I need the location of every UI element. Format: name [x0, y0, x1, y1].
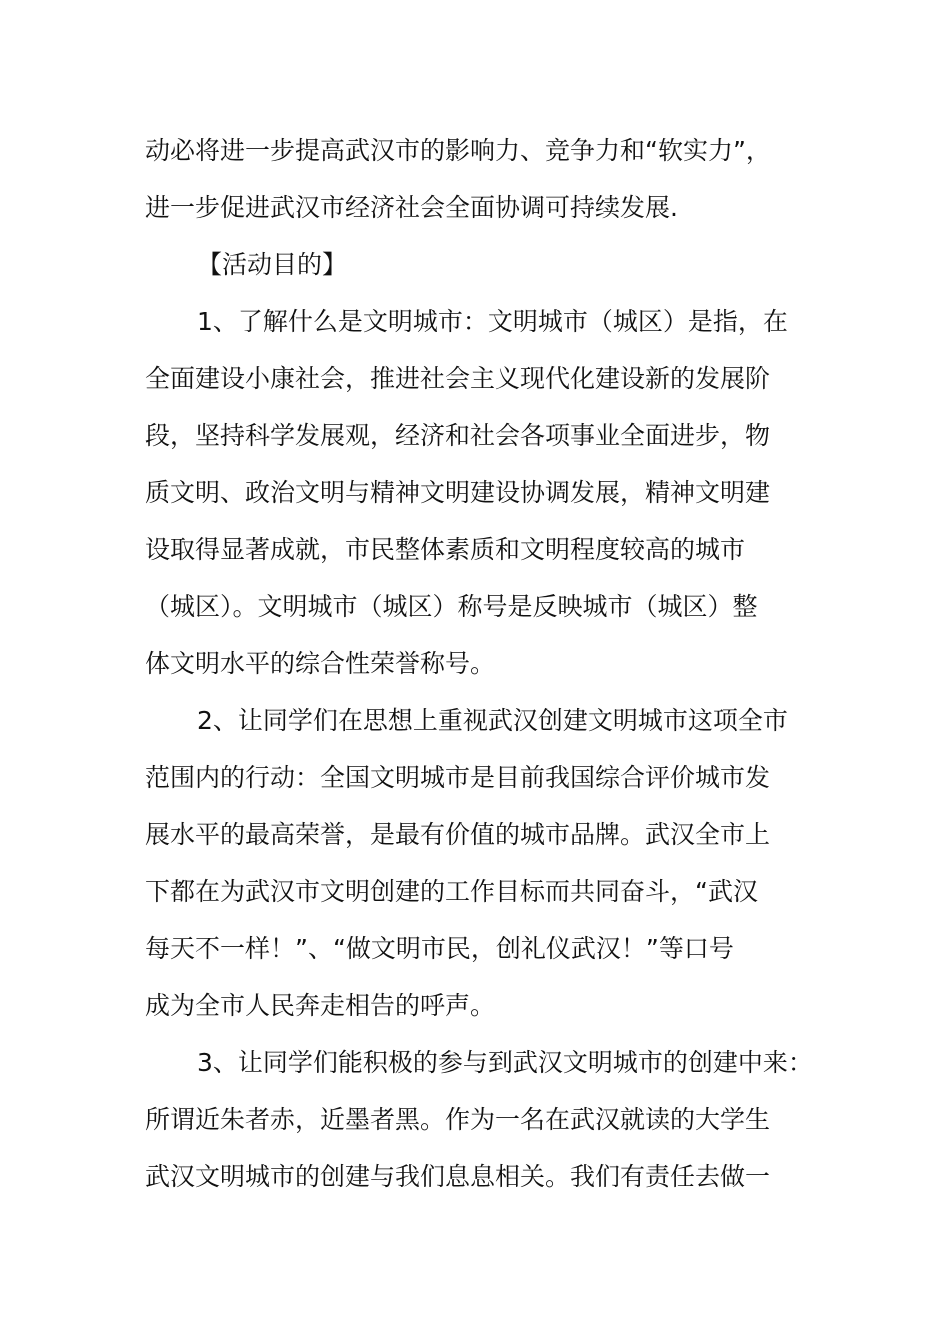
- text-line: 3、让同学们能积极的参与到武汉文明城市的创建中来：: [197, 1048, 813, 1077]
- text-line: 动必将进一步提高武汉市的影响力、竞争力和“软实力”，: [145, 136, 771, 165]
- text-line: 2、让同学们在思想上重视武汉创建文明城市这项全市: [197, 706, 788, 735]
- text-line: 进一步促进武汉市经济社会全面协调可持续发展.: [145, 193, 678, 222]
- text-line: 全面建设小康社会，推进社会主义现代化建设新的发展阶: [145, 364, 771, 393]
- text-line: 成为全市人民奔走相告的呼声。: [145, 991, 496, 1020]
- section-heading: 【活动目的】: [197, 250, 348, 279]
- text-line: 1、了解什么是文明城市：文明城市（城区）是指，在: [197, 307, 788, 336]
- text-line: 展水平的最高荣誉，是最有价值的城市品牌。武汉全市上: [145, 820, 771, 849]
- text-line: 每天不一样！”、“做文明市民，创礼仪武汉！”等口号: [145, 934, 734, 963]
- text-line: 所谓近朱者赤，近墨者黑。作为一名在武汉就读的大学生: [145, 1105, 771, 1134]
- text-line: （城区）。文明城市（城区）称号是反映城市（城区）整: [145, 592, 758, 621]
- text-line: 范围内的行动：全国文明城市是目前我国综合评价城市发: [145, 763, 771, 792]
- text-line: 设取得显著成就，市民整体素质和文明程度较高的城市: [145, 535, 746, 564]
- text-line: 武汉文明城市的创建与我们息息相关。我们有责任去做一: [145, 1162, 771, 1191]
- text-line: 下都在为武汉市文明创建的工作目标而共同奋斗，“武汉: [145, 877, 758, 906]
- text-line: 段，坚持科学发展观，经济和社会各项事业全面进步，物: [145, 421, 771, 450]
- text-line: 体文明水平的综合性荣誉称号。: [145, 649, 496, 678]
- text-line: 质文明、政治文明与精神文明建设协调发展，精神文明建: [145, 478, 771, 507]
